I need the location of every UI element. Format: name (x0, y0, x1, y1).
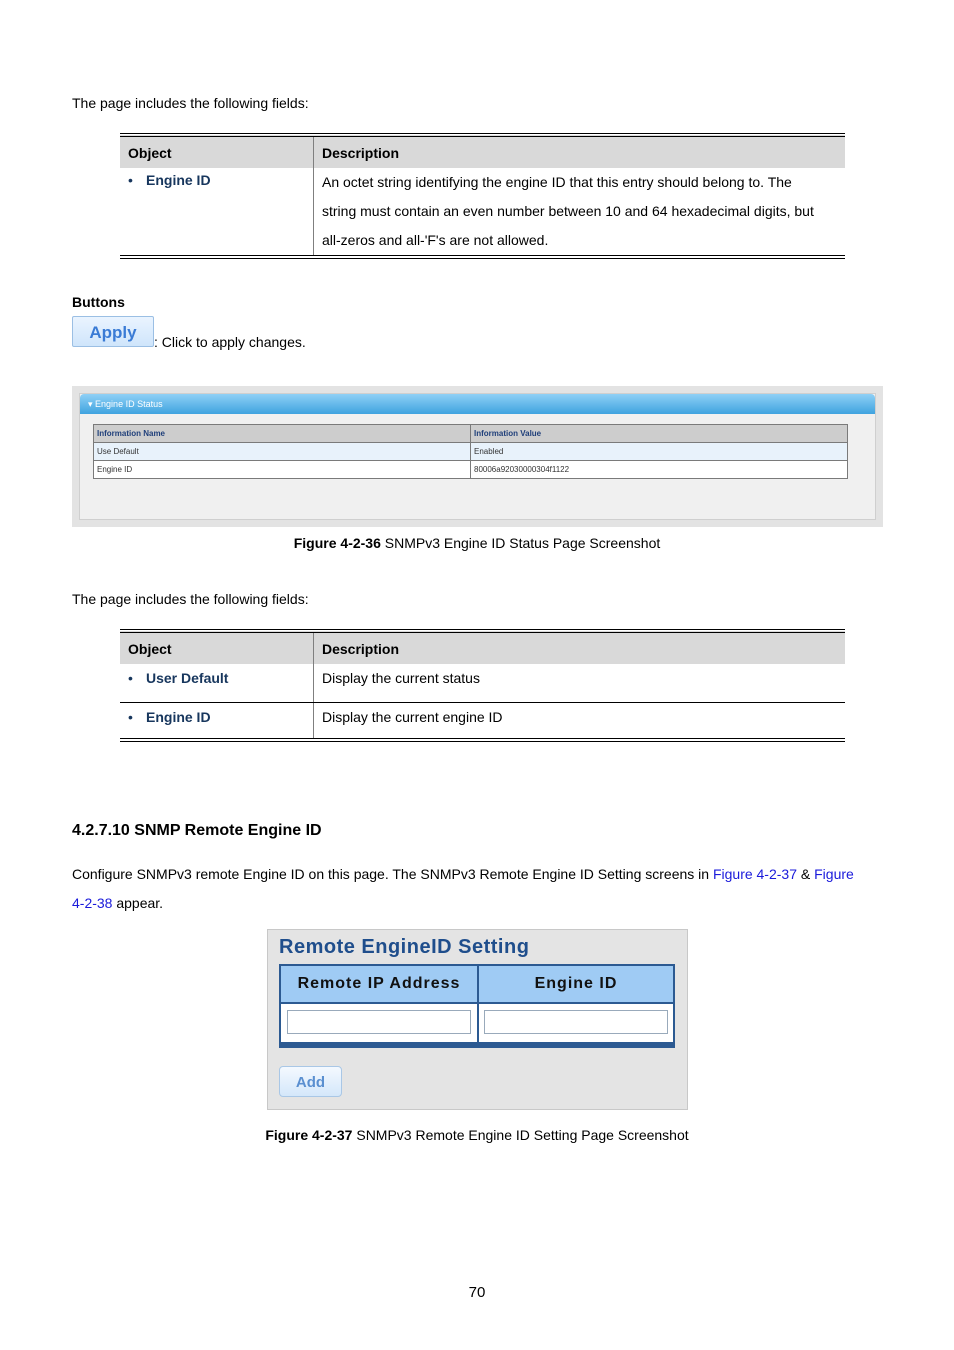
table-row (120, 664, 845, 702)
table-row (94, 443, 848, 461)
apply-button-image: Apply (72, 316, 154, 347)
intro-text-1: The page includes the following fields: (72, 95, 309, 111)
table-row (120, 702, 845, 740)
description-line: An octet string identifying the engine ID that this entry should belong to. The (322, 174, 792, 190)
bullet-icon: • (128, 172, 133, 188)
bullet-icon: • (128, 708, 133, 725)
engine-id-status-screenshot (72, 386, 883, 527)
column-divider (477, 1002, 479, 1044)
fields-table-1 (120, 133, 845, 259)
figure-link-4-2-38-part1[interactable]: Figure (814, 866, 854, 882)
description-line: all-zeros and all-'F's are not allowed. (322, 232, 549, 248)
column-header-info-value: Information Value (471, 425, 848, 443)
info-value: 80006a92030000304f1122 (471, 461, 848, 479)
column-header-object: Object (120, 135, 314, 168)
object-name: Engine ID (146, 172, 211, 188)
object-description: Display the current status (314, 664, 846, 702)
caption-text: SNMPv3 Engine ID Status Page Screenshot (380, 535, 661, 551)
figure-link-4-2-38-part2[interactable]: 4-2-38 (72, 895, 113, 911)
column-header-description: Description (314, 135, 846, 168)
figure-caption-1 (0, 535, 954, 551)
panel-title-bar (80, 394, 875, 414)
page-number: 70 (468, 1284, 486, 1301)
object-name: Engine ID (146, 708, 211, 725)
intro-text-2: The page includes the following fields: (72, 591, 309, 607)
caption-label: Figure 4-2-37 (265, 1127, 353, 1143)
remote-engine-table (279, 964, 675, 1048)
apply-description: : Click to apply changes. (154, 334, 306, 350)
column-header-remote-ip: Remote IP Address (281, 966, 479, 1004)
section-paragraph (72, 860, 882, 918)
engine-id-input-image (484, 1010, 668, 1034)
bullet-icon: • (128, 670, 133, 686)
table-footer-bar (281, 1042, 673, 1046)
info-name: Use Default (94, 443, 471, 461)
caption-label: Figure 4-2-36 (293, 535, 381, 551)
column-header-object: Object (120, 631, 314, 664)
paragraph-text: & (797, 866, 815, 882)
figure-link-4-2-37[interactable]: Figure 4-2-37 (712, 866, 797, 882)
info-value: Enabled (471, 443, 848, 461)
object-description: Display the current engine ID (314, 702, 846, 740)
fields-table-2 (120, 629, 845, 742)
caption-text: SNMPv3 Remote Engine ID Setting Page Screenshot (352, 1127, 689, 1143)
buttons-heading: Buttons (72, 294, 125, 310)
screenshot-title: Remote EngineID Setting (279, 936, 530, 958)
paragraph-text: appear. (112, 895, 164, 911)
figure-caption-2 (0, 1127, 954, 1143)
remote-ip-input-image (287, 1010, 471, 1034)
panel-title: Engine ID Status (95, 399, 163, 409)
object-name: User Default (146, 670, 229, 686)
column-header-description: Description (314, 631, 846, 664)
column-header-info-name: Information Name (94, 425, 471, 443)
status-table (93, 424, 848, 479)
table-row (120, 168, 845, 257)
collapse-arrow-icon: ▾ (88, 399, 93, 409)
paragraph-text: Configure SNMPv3 remote Engine ID on this page. The SNMPv3 Remote Engine ID Setting screens in (72, 866, 713, 882)
section-heading: 4.2.7.10 SNMP Remote Engine ID (72, 822, 322, 839)
add-button-image: Add (279, 1066, 342, 1097)
remote-engine-id-screenshot (267, 929, 688, 1110)
description-line: string must contain an even number between 10 and 64 hexadecimal digits, but (322, 203, 814, 219)
table-row (94, 461, 848, 479)
column-header-engine-id: Engine ID (479, 966, 673, 1004)
info-name: Engine ID (94, 461, 471, 479)
